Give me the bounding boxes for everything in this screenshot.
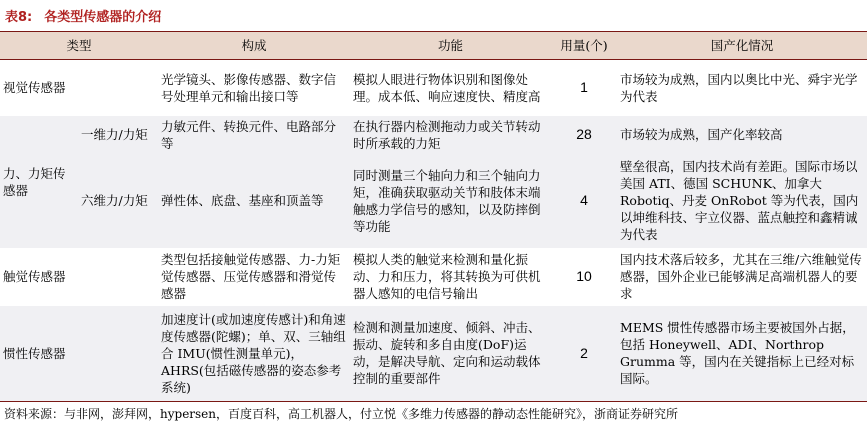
type-cell: 惯性传感器	[0, 306, 158, 402]
type-cell: 力、力矩传感器	[0, 116, 78, 248]
sensor-table	[0, 31, 867, 402]
header-status: 国产化情况	[617, 32, 867, 60]
table-row	[0, 60, 867, 116]
status-cell: 市场较为成熟，国内以奥比中光、舜宇光学为代表	[620, 71, 858, 104]
composition-cell: 弹性体、底盘、基座和顶盖等	[158, 154, 350, 248]
header-row	[0, 32, 867, 60]
usage-cell: 1	[580, 79, 588, 96]
usage-cell: 4	[551, 154, 617, 248]
subtype-cell: 六维力/力矩	[78, 154, 158, 248]
source-note: 资料来源：与非网，澎拜网，hypersen，百度百科，高工机器人，付立悦《多维力传感器的静动态性能研究》，浙商证券研究所	[4, 407, 679, 421]
table-title-text: 各类型传感器的介绍	[44, 10, 162, 25]
header-type: 类型	[0, 32, 158, 60]
status-cell: MEMS 惯性传感器市场主要被国外占据，包括 Honeywell、ADI、Northrop Grumma 等，国内在关键指标上已经对标国际。	[617, 306, 867, 402]
function-cell: 检测和测量加速度、倾斜、冲击、振动、旋转和多自由度(DoF)运动，是解决导航、定向和运动载体控制的重要部件	[350, 306, 551, 402]
status-cell: 壁垒很高，国内技术尚有差距。国际市场以美国 ATI、德国 SCHUNK、加拿大 Robotiq、丹麦 OnRobot 等为代表，国内以坤维科技、宇立仪器、蓝点触控和鑫精诚为代表	[617, 154, 867, 248]
composition-cell: 类型包括接触觉传感器、力-力矩觉传感器、压觉传感器和滑觉传感器	[161, 252, 341, 301]
composition-cell: 力敏元件、转换元件、电路部分等	[158, 116, 350, 154]
function-cell: 在执行器内检测拖动力或关节转动时所承载的力矩	[350, 116, 551, 154]
table-number: 表8:	[5, 10, 33, 25]
table-row	[0, 248, 867, 306]
function-cell: 模拟人眼进行物体识别和图像处理。成本低、响应速度快、精度高	[353, 71, 541, 104]
header-usage: 用量(个)	[551, 32, 617, 60]
header-function: 功能	[350, 32, 551, 60]
composition-cell: 加速度计(或加速度传感计)和角速度传感器(陀螺)；单、双、三轴组合 IMU(惯性测量单元)，AHRS(包括磁传感器的姿态参考系统)	[158, 306, 350, 402]
header-composition: 构成	[158, 32, 350, 60]
function-cell: 模拟人类的触觉来检测和量化振动、力和压力，将其转换为可供机器人感知的电信号输出	[353, 252, 541, 301]
table-row	[0, 116, 867, 154]
function-cell: 同时测量三个轴向力和三个轴向力矩，准确获取驱动关节和肢体末端触感力学信号的感知，以及防摔倒等功能	[350, 154, 551, 248]
composition-cell: 光学镜头、影像传感器、数字信号处理单元和输出接口等	[161, 71, 337, 104]
status-cell: 国内技术落后较多，尤其在三维/六维触觉传感器，国外企业已能够满足高端机器人的要求	[620, 252, 862, 301]
status-cell: 市场较为成熟，国产化率较高	[617, 116, 867, 154]
usage-cell: 10	[576, 268, 592, 284]
table-row	[0, 306, 867, 402]
type-cell: 视觉传感器	[3, 80, 66, 96]
usage-cell: 28	[551, 116, 617, 154]
subtype-cell: 一维力/力矩	[78, 116, 158, 154]
table-row	[0, 154, 867, 248]
table-title	[5, 6, 161, 24]
type-cell: 触觉传感器	[3, 269, 66, 284]
usage-cell: 2	[551, 306, 617, 402]
